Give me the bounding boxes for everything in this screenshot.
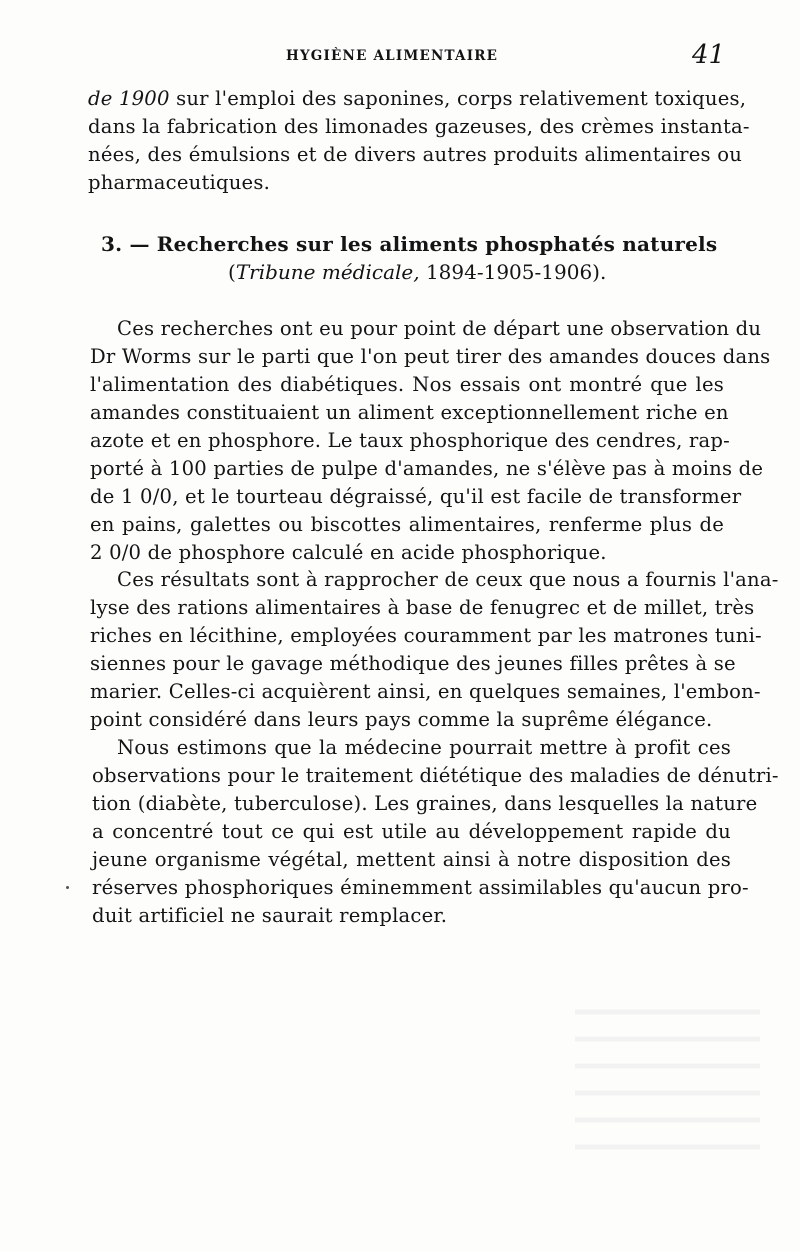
- paragraph-3-line-5: jeune organisme végétal, mettent ainsi à notre disposition des: [92, 848, 731, 871]
- citation-open: (: [228, 260, 236, 284]
- paragraph-2-line-5: marier. Celles-ci acquièrent ainsi, en quelques semaines, l'embon-: [90, 680, 761, 703]
- paragraph-1-line-6: porté à 100 parties de pulpe d'amandes, ne s'élève pas à moins de: [90, 457, 764, 480]
- paragraph-3-line-3: tion (diabète, tuberculose). Les graines, dans lesquelles la nature: [92, 792, 758, 815]
- margin-speck: [66, 886, 69, 889]
- paragraph-2-line-2: lyse des rations alimentaires à base de fenugrec et de millet, très: [90, 596, 755, 619]
- running-head: HYGIÈNE ALIMENTAIRE: [286, 48, 499, 64]
- section-heading: 3. — Recherches sur les aliments phosphatés naturels: [101, 232, 718, 256]
- paragraph-3-line-1: Nous estimons que la médecine pourrait mettre à profit ces: [117, 736, 731, 759]
- paragraph-1-line-3: l'alimentation des diabétiques. Nos essais ont montré que les: [90, 373, 724, 396]
- paragraph-1-line-2: Dr Worms sur le parti que l'on peut tirer des amandes douces dans: [90, 345, 771, 368]
- paragraph-3-line-2: observations pour le traitement diététique des maladies de dénutri-: [92, 764, 779, 787]
- paragraph-1-line-7: de 1 0/0, et le tourteau dégraissé, qu'il est facile de transformer: [90, 485, 742, 508]
- show-through-text: [575, 995, 760, 1165]
- paragraph-3-line-7: duit artificiel ne saurait remplacer.: [92, 904, 448, 927]
- paragraph-1-line-8: en pains, galettes ou biscottes alimentaires, renferme plus de: [90, 513, 724, 536]
- page-number: 41: [692, 40, 726, 70]
- intro-line-4: pharmaceutiques.: [88, 171, 271, 194]
- citation-years: 1894-1905-1906).: [419, 260, 607, 284]
- paragraph-1-line-1: Ces recherches ont eu pour point de départ une observation du: [117, 317, 762, 340]
- paragraph-2-line-4: siennes pour le gavage méthodique des jeunes filles prêtes à se: [90, 652, 736, 675]
- paragraph-1-line-9: 2 0/0 de phosphore calculé en acide phosphorique.: [90, 541, 607, 564]
- paragraph-3-line-6: réserves phosphoriques éminemment assimilables qu'aucun pro-: [92, 876, 749, 899]
- paragraph-3-line-4: a concentré tout ce qui est utile au développement rapide du: [92, 820, 731, 843]
- paragraph-1-line-4: amandes constituaient un aliment exceptionnellement riche en: [90, 401, 729, 424]
- paragraph-2-line-3: riches en lécithine, employées couramment par les matrones tuni-: [90, 624, 762, 647]
- intro-line-3: nées, des émulsions et de divers autres produits alimentaires ou: [88, 143, 743, 166]
- paragraph-2-line-6: point considéré dans leurs pays comme la suprême élégance.: [90, 708, 713, 731]
- paragraph-2-line-1: Ces résultats sont à rapprocher de ceux que nous a fournis l'ana-: [117, 568, 779, 591]
- section-citation: [228, 258, 606, 286]
- intro-line-2: dans la fabrication des limonades gazeuses, des crèmes instanta-: [88, 115, 750, 138]
- intro-line-1-text: sur l'emploi des saponines, corps relativement toxiques,: [169, 87, 747, 110]
- intro-year: de 1900: [88, 87, 170, 110]
- paragraph-1-line-5: azote et en phosphore. Le taux phosphorique des cendres, rap-: [90, 429, 730, 452]
- intro-line-1: [88, 86, 747, 112]
- citation-journal: Tribune médicale,: [235, 260, 420, 284]
